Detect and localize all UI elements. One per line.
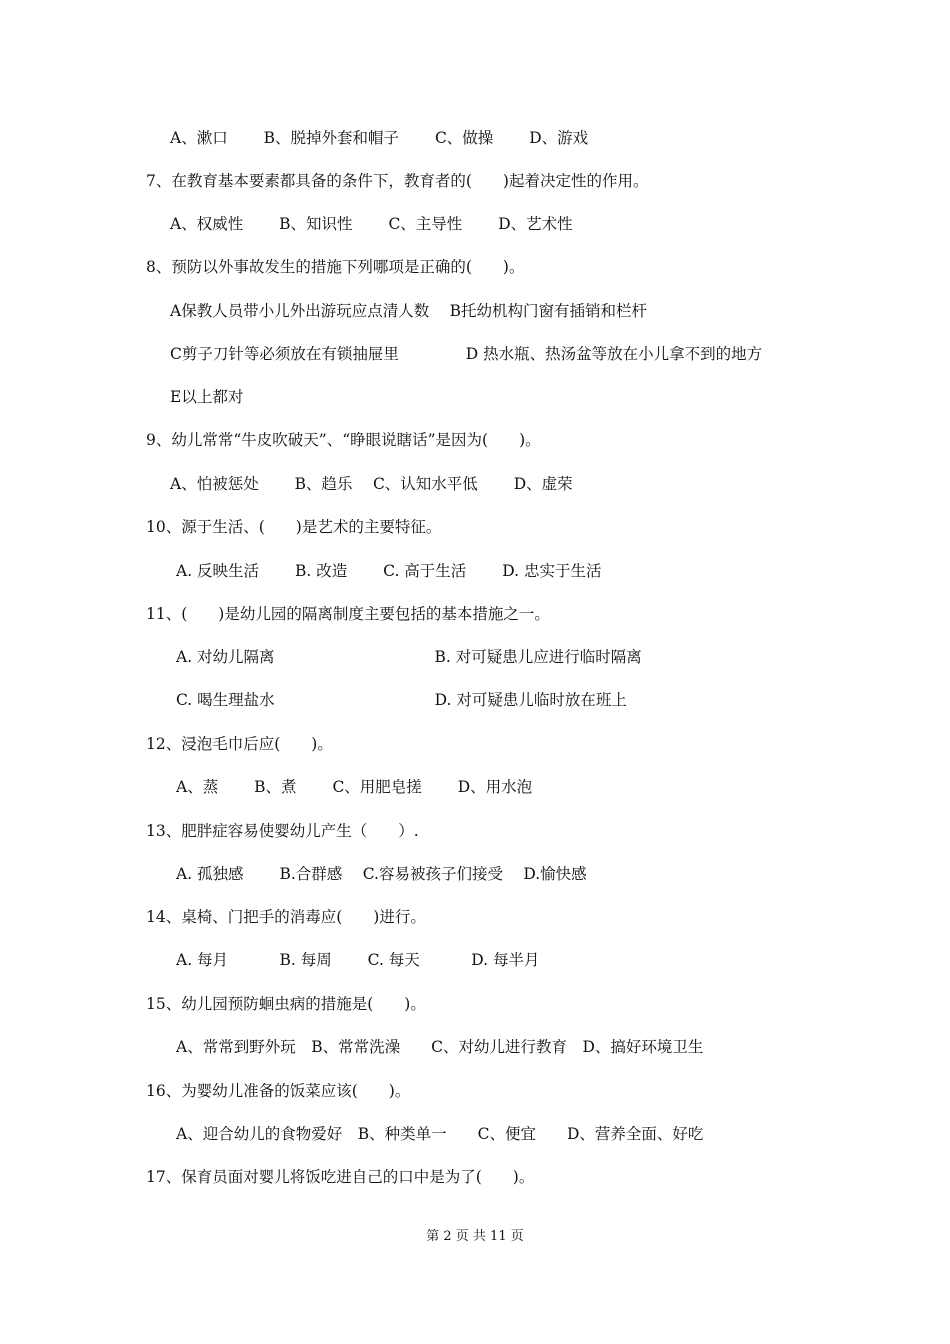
q12-options: A、蒸 B、煮 C、用肥皂搓 D、用水泡 bbox=[176, 778, 533, 796]
q9-question: 9、幼儿常常“牛皮吹破天”、“睁眼说瞎话”是因为( )。 bbox=[146, 431, 541, 449]
q16-options: A、迎合幼儿的食物爱好 B、种类单一 C、便宜 D、营养全面、好吃 bbox=[176, 1125, 704, 1143]
q14-options: A. 每月 B. 每周 C. 每天 D. 每半月 bbox=[176, 951, 540, 969]
q8-option-e: E以上都对 bbox=[170, 388, 244, 406]
q15-question: 15、幼儿园预防蛔虫病的措施是( )。 bbox=[146, 995, 426, 1013]
q7-options: A、权威性 B、知识性 C、主导性 D、艺术性 bbox=[170, 215, 573, 233]
q8-option-ab: A保教人员带小儿外出游玩应点清人数 B托幼机构门窗有插销和栏杆 bbox=[170, 302, 648, 320]
q9-options: A、怕被惩处 B、趋乐 C、认知水平低 D、虚荣 bbox=[170, 475, 573, 493]
q15-options: A、常常到野外玩 B、常常洗澡 C、对幼儿进行教育 D、搞好环境卫生 bbox=[176, 1038, 704, 1056]
q11-option-cd: C. 喝生理盐水 D. 对可疑患儿临时放在班上 bbox=[176, 691, 627, 709]
q7-question: 7、在教育基本要素都具备的条件下，教育者的( )起着决定性的作用。 bbox=[146, 172, 649, 190]
q14-question: 14、桌椅、门把手的消毒应( )进行。 bbox=[146, 908, 426, 926]
q13-question: 13、肥胖症容易使婴幼儿产生（ ）. bbox=[146, 822, 419, 840]
q17-question: 17、保育员面对婴儿将饭吃进自己的口中是为了( )。 bbox=[146, 1168, 535, 1186]
q16-question: 16、为婴幼儿准备的饭菜应该( )。 bbox=[146, 1082, 411, 1100]
page-footer: 第 2 页 共 11 页 bbox=[426, 1229, 524, 1244]
q8-option-cd: C剪子刀针等必须放在有锁抽屉里 D 热水瓶、热汤盆等放在小儿拿不到的地方 bbox=[170, 345, 763, 363]
q11-option-ab: A. 对幼儿隔离 B. 对可疑患儿应进行临时隔离 bbox=[176, 648, 642, 666]
q13-options: A. 孤独感 B.合群感 C.容易被孩子们接受 D.愉快感 bbox=[176, 865, 587, 883]
q6-options: A、漱口 B、脱掉外套和帽子 C、做操 D、游戏 bbox=[170, 129, 589, 147]
q12-question: 12、浸泡毛巾后应( )。 bbox=[146, 735, 333, 753]
q11-question: 11、( )是幼儿园的隔离制度主要包括的基本措施之一。 bbox=[146, 605, 550, 623]
q8-question: 8、预防以外事故发生的措施下列哪项是正确的( )。 bbox=[146, 258, 525, 276]
q10-question: 10、源于生活、( )是艺术的主要特征。 bbox=[146, 518, 442, 536]
q10-options: A. 反映生活 B. 改造 C. 高于生活 D. 忠实于生活 bbox=[176, 562, 602, 580]
